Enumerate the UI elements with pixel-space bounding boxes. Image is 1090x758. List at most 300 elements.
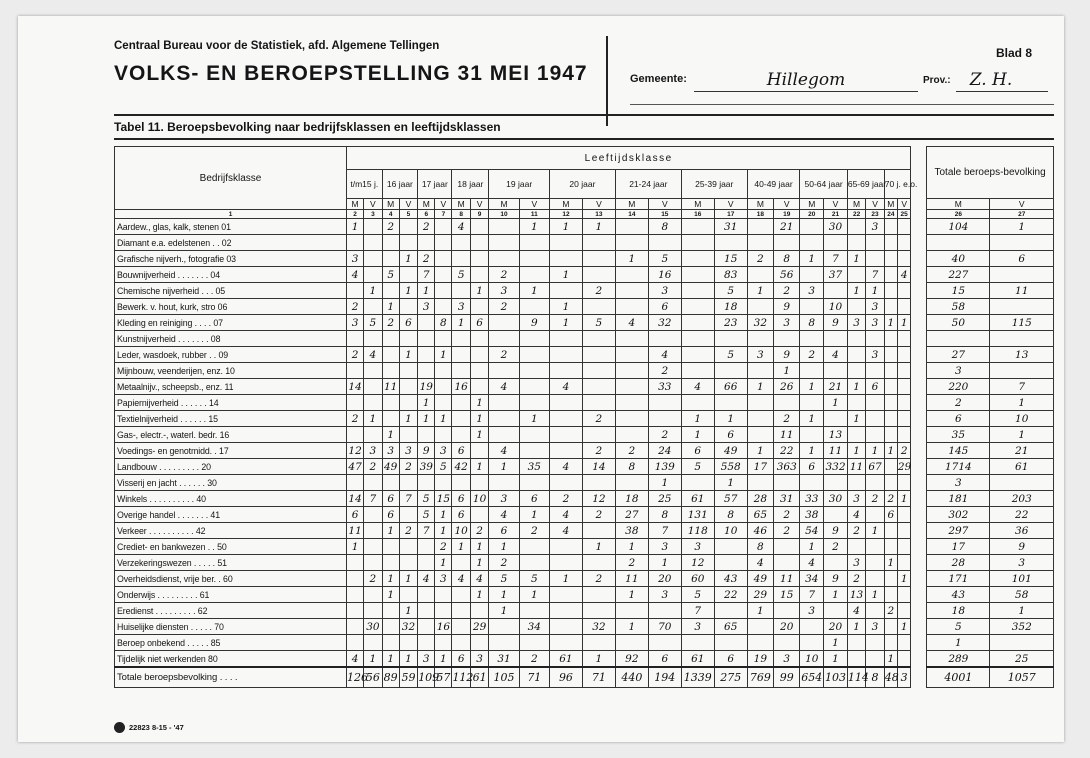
data-cell[interactable]: 6 — [452, 491, 470, 507]
data-cell[interactable]: 9 — [824, 315, 848, 331]
data-cell[interactable] — [847, 395, 865, 411]
data-cell[interactable]: 3 — [435, 571, 452, 587]
data-cell[interactable]: 1 — [897, 491, 910, 507]
data-cell[interactable]: 6 — [990, 251, 1054, 267]
data-cell[interactable]: 1 — [884, 555, 897, 571]
data-cell[interactable] — [347, 475, 364, 491]
data-cell[interactable]: 25 — [648, 491, 681, 507]
data-cell[interactable]: 1 — [897, 619, 910, 635]
data-cell[interactable]: 1 — [470, 395, 488, 411]
data-cell[interactable] — [615, 379, 648, 395]
data-cell[interactable] — [897, 235, 910, 251]
data-cell[interactable]: 2 — [774, 507, 800, 523]
data-cell[interactable]: 2 — [489, 267, 519, 283]
data-cell[interactable]: 3 — [747, 347, 773, 363]
data-cell[interactable] — [824, 507, 848, 523]
data-cell[interactable] — [582, 363, 615, 379]
data-cell[interactable] — [452, 411, 470, 427]
data-cell[interactable] — [364, 331, 382, 347]
data-cell[interactable] — [681, 267, 714, 283]
data-cell[interactable]: 1 — [714, 475, 747, 491]
data-cell[interactable] — [519, 235, 549, 251]
data-cell[interactable] — [800, 219, 824, 235]
data-cell[interactable]: 49 — [714, 443, 747, 459]
data-cell[interactable]: 29 — [470, 619, 488, 635]
data-cell[interactable]: 92 — [615, 651, 648, 668]
data-cell[interactable]: 5 — [681, 587, 714, 603]
data-cell[interactable] — [897, 251, 910, 267]
data-cell[interactable] — [364, 587, 382, 603]
data-cell[interactable] — [615, 363, 648, 379]
data-cell[interactable] — [774, 635, 800, 651]
data-cell[interactable]: 1 — [582, 651, 615, 668]
data-cell[interactable] — [347, 235, 364, 251]
data-cell[interactable] — [884, 267, 897, 283]
data-cell[interactable]: 6 — [382, 491, 399, 507]
data-cell[interactable]: 22 — [774, 443, 800, 459]
data-cell[interactable]: 12 — [681, 555, 714, 571]
data-cell[interactable] — [714, 555, 747, 571]
data-cell[interactable]: 1 — [884, 315, 897, 331]
data-cell[interactable] — [470, 219, 488, 235]
data-cell[interactable] — [470, 331, 488, 347]
data-cell[interactable]: 5 — [364, 315, 382, 331]
data-cell[interactable]: 56 — [364, 667, 382, 688]
data-cell[interactable] — [615, 267, 648, 283]
data-cell[interactable]: 1 — [399, 603, 417, 619]
data-cell[interactable]: 115 — [990, 315, 1054, 331]
data-cell[interactable]: 30 — [824, 491, 848, 507]
data-cell[interactable]: 96 — [549, 667, 582, 688]
data-cell[interactable]: 1 — [681, 427, 714, 443]
data-cell[interactable]: 1 — [549, 219, 582, 235]
data-cell[interactable]: 60 — [681, 571, 714, 587]
data-cell[interactable]: 3 — [847, 555, 865, 571]
data-cell[interactable]: 440 — [615, 667, 648, 688]
data-cell[interactable] — [927, 331, 990, 347]
data-cell[interactable]: 8 — [648, 507, 681, 523]
data-cell[interactable] — [399, 331, 417, 347]
data-cell[interactable]: 6 — [927, 411, 990, 427]
data-cell[interactable] — [452, 251, 470, 267]
data-cell[interactable] — [866, 331, 884, 347]
data-cell[interactable]: 2 — [824, 539, 848, 555]
data-cell[interactable]: 2 — [747, 251, 773, 267]
data-cell[interactable]: 21 — [824, 379, 848, 395]
data-cell[interactable]: 8 — [615, 459, 648, 475]
data-cell[interactable] — [452, 603, 470, 619]
data-cell[interactable] — [774, 603, 800, 619]
data-cell[interactable]: 203 — [990, 491, 1054, 507]
data-cell[interactable]: 3 — [399, 443, 417, 459]
data-cell[interactable]: 126 — [347, 667, 364, 688]
data-cell[interactable] — [489, 619, 519, 635]
data-cell[interactable]: 6 — [714, 651, 747, 668]
data-cell[interactable]: 1 — [800, 251, 824, 267]
data-cell[interactable]: 1 — [399, 651, 417, 668]
data-cell[interactable]: 22 — [990, 507, 1054, 523]
data-cell[interactable] — [549, 475, 582, 491]
data-cell[interactable] — [615, 395, 648, 411]
data-cell[interactable] — [399, 635, 417, 651]
data-cell[interactable] — [866, 427, 884, 443]
data-cell[interactable]: 27 — [615, 507, 648, 523]
data-cell[interactable] — [884, 331, 897, 347]
data-cell[interactable] — [364, 299, 382, 315]
data-cell[interactable]: 2 — [382, 315, 399, 331]
data-cell[interactable] — [681, 475, 714, 491]
data-cell[interactable] — [582, 523, 615, 539]
data-cell[interactable]: 1 — [897, 315, 910, 331]
data-cell[interactable] — [582, 395, 615, 411]
data-cell[interactable]: 2 — [418, 251, 435, 267]
data-cell[interactable] — [489, 635, 519, 651]
data-cell[interactable]: 11 — [824, 443, 848, 459]
data-cell[interactable] — [519, 427, 549, 443]
data-cell[interactable]: 2 — [382, 219, 399, 235]
data-cell[interactable]: 99 — [774, 667, 800, 688]
data-cell[interactable]: 5 — [648, 251, 681, 267]
data-cell[interactable]: 25 — [990, 651, 1054, 668]
data-cell[interactable] — [382, 555, 399, 571]
data-cell[interactable]: 3 — [452, 299, 470, 315]
data-cell[interactable]: 1 — [470, 555, 488, 571]
data-cell[interactable]: 1 — [435, 411, 452, 427]
data-cell[interactable] — [399, 363, 417, 379]
data-cell[interactable]: 5 — [582, 315, 615, 331]
data-cell[interactable] — [800, 299, 824, 315]
data-cell[interactable]: 2 — [847, 571, 865, 587]
data-cell[interactable] — [884, 539, 897, 555]
data-cell[interactable] — [382, 539, 399, 555]
data-cell[interactable] — [866, 395, 884, 411]
data-cell[interactable]: 4 — [418, 571, 435, 587]
data-cell[interactable]: 1 — [382, 587, 399, 603]
data-cell[interactable]: 1 — [824, 395, 848, 411]
data-cell[interactable]: 1 — [418, 283, 435, 299]
data-cell[interactable]: 37 — [824, 267, 848, 283]
data-cell[interactable]: 1 — [990, 427, 1054, 443]
data-cell[interactable] — [897, 523, 910, 539]
data-cell[interactable]: 1 — [800, 539, 824, 555]
data-cell[interactable] — [549, 411, 582, 427]
data-cell[interactable] — [364, 635, 382, 651]
data-cell[interactable]: 6 — [714, 427, 747, 443]
data-cell[interactable]: 227 — [927, 267, 990, 283]
data-cell[interactable]: 2 — [582, 443, 615, 459]
data-cell[interactable]: 35 — [927, 427, 990, 443]
data-cell[interactable]: 49 — [383, 460, 398, 473]
data-cell[interactable] — [452, 331, 470, 347]
data-cell[interactable]: 4 — [549, 459, 582, 475]
data-cell[interactable] — [470, 443, 488, 459]
data-cell[interactable] — [347, 571, 364, 587]
data-cell[interactable]: 1 — [347, 219, 364, 235]
data-cell[interactable] — [866, 555, 884, 571]
data-cell[interactable]: 31 — [714, 219, 747, 235]
data-cell[interactable]: 2 — [884, 491, 897, 507]
data-cell[interactable]: 1 — [747, 603, 773, 619]
data-cell[interactable]: 2 — [347, 411, 364, 427]
data-cell[interactable]: 16 — [648, 267, 681, 283]
data-cell[interactable] — [435, 267, 452, 283]
data-cell[interactable]: 8 — [714, 507, 747, 523]
data-cell[interactable] — [747, 219, 773, 235]
data-cell[interactable] — [519, 475, 549, 491]
data-cell[interactable]: 50 — [927, 315, 990, 331]
data-cell[interactable] — [774, 331, 800, 347]
data-cell[interactable]: 2 — [364, 571, 382, 587]
data-cell[interactable]: 2 — [847, 523, 865, 539]
data-cell[interactable]: 4 — [489, 379, 519, 395]
municipality-value[interactable]: Hillegom — [766, 70, 846, 90]
data-cell[interactable]: 1 — [582, 219, 615, 235]
data-cell[interactable] — [582, 427, 615, 443]
data-cell[interactable]: 61 — [549, 651, 582, 668]
data-cell[interactable] — [489, 219, 519, 235]
data-cell[interactable]: 1 — [824, 635, 848, 651]
data-cell[interactable] — [470, 267, 488, 283]
data-cell[interactable]: 2 — [774, 411, 800, 427]
data-cell[interactable] — [470, 251, 488, 267]
data-cell[interactable]: 3 — [681, 619, 714, 635]
data-cell[interactable] — [897, 331, 910, 347]
data-cell[interactable]: 11 — [383, 380, 398, 393]
data-cell[interactable]: 1 — [549, 315, 582, 331]
data-cell[interactable] — [847, 219, 865, 235]
data-cell[interactable]: 11 — [348, 524, 362, 537]
data-cell[interactable]: 105 — [489, 667, 519, 688]
data-cell[interactable] — [418, 475, 435, 491]
data-cell[interactable] — [549, 427, 582, 443]
data-cell[interactable]: 2 — [418, 219, 435, 235]
data-cell[interactable] — [747, 619, 773, 635]
data-cell[interactable] — [399, 507, 417, 523]
data-cell[interactable] — [927, 235, 990, 251]
data-cell[interactable]: 139 — [648, 459, 681, 475]
data-cell[interactable]: 4 — [470, 571, 488, 587]
data-cell[interactable]: 3 — [847, 491, 865, 507]
data-cell[interactable] — [884, 587, 897, 603]
data-cell[interactable]: 54 — [800, 523, 824, 539]
data-cell[interactable]: 3 — [774, 315, 800, 331]
data-cell[interactable]: 13 — [990, 347, 1054, 363]
data-cell[interactable]: 2 — [519, 651, 549, 668]
data-cell[interactable] — [648, 331, 681, 347]
data-cell[interactable]: 1 — [470, 587, 488, 603]
data-cell[interactable]: 1 — [549, 571, 582, 587]
data-cell[interactable]: 14 — [348, 380, 362, 393]
data-cell[interactable]: 1 — [435, 507, 452, 523]
data-cell[interactable]: 1 — [847, 283, 865, 299]
data-cell[interactable] — [382, 395, 399, 411]
data-cell[interactable] — [884, 299, 897, 315]
data-cell[interactable]: 3 — [927, 363, 990, 379]
data-cell[interactable] — [399, 555, 417, 571]
data-cell[interactable] — [582, 379, 615, 395]
data-cell[interactable]: 3 — [489, 491, 519, 507]
data-cell[interactable]: 40 — [927, 251, 990, 267]
data-cell[interactable]: 4 — [347, 267, 364, 283]
data-cell[interactable] — [800, 235, 824, 251]
data-cell[interactable]: 9 — [990, 539, 1054, 555]
data-cell[interactable]: 1 — [615, 251, 648, 267]
data-cell[interactable]: 39 — [419, 460, 433, 473]
data-cell[interactable]: 2 — [774, 283, 800, 299]
data-cell[interactable]: 109 — [418, 667, 435, 688]
data-cell[interactable] — [519, 267, 549, 283]
data-cell[interactable]: 7 — [418, 267, 435, 283]
data-cell[interactable]: 20 — [824, 619, 848, 635]
data-cell[interactable]: 11 — [774, 571, 800, 587]
data-cell[interactable]: 5 — [519, 571, 549, 587]
data-cell[interactable]: 29 — [897, 460, 912, 473]
data-cell[interactable]: 1 — [470, 459, 488, 475]
data-cell[interactable] — [681, 299, 714, 315]
data-cell[interactable]: 83 — [714, 267, 747, 283]
data-cell[interactable] — [747, 331, 773, 347]
data-cell[interactable] — [884, 619, 897, 635]
data-cell[interactable] — [615, 603, 648, 619]
data-cell[interactable]: 1 — [774, 363, 800, 379]
data-cell[interactable]: 43 — [927, 587, 990, 603]
data-cell[interactable]: 31 — [774, 491, 800, 507]
province-value[interactable]: Z. H. — [969, 70, 1013, 90]
data-cell[interactable]: 3 — [470, 651, 488, 668]
data-cell[interactable]: 1 — [382, 651, 399, 668]
data-cell[interactable] — [824, 475, 848, 491]
data-cell[interactable] — [990, 363, 1054, 379]
data-cell[interactable] — [681, 331, 714, 347]
data-cell[interactable] — [884, 459, 897, 475]
data-cell[interactable] — [897, 411, 910, 427]
data-cell[interactable]: 2 — [489, 555, 519, 571]
data-cell[interactable] — [884, 411, 897, 427]
data-cell[interactable] — [519, 443, 549, 459]
data-cell[interactable]: 1 — [927, 635, 990, 651]
data-cell[interactable] — [897, 635, 910, 651]
data-cell[interactable]: 1 — [489, 603, 519, 619]
data-cell[interactable]: 58 — [990, 587, 1054, 603]
data-cell[interactable]: 10 — [714, 523, 747, 539]
data-cell[interactable]: 7 — [399, 491, 417, 507]
data-cell[interactable]: 6 — [470, 315, 488, 331]
data-cell[interactable]: 118 — [681, 523, 714, 539]
data-cell[interactable]: 9 — [774, 347, 800, 363]
data-cell[interactable] — [800, 267, 824, 283]
data-cell[interactable] — [681, 283, 714, 299]
data-cell[interactable]: 1 — [364, 651, 382, 668]
data-cell[interactable] — [418, 587, 435, 603]
data-cell[interactable]: 7 — [681, 603, 714, 619]
data-cell[interactable]: 9 — [519, 315, 549, 331]
data-cell[interactable]: 24 — [648, 443, 681, 459]
data-cell[interactable]: 6 — [648, 299, 681, 315]
data-cell[interactable] — [824, 235, 848, 251]
data-cell[interactable]: 1339 — [681, 667, 714, 688]
data-cell[interactable]: 3 — [866, 619, 884, 635]
data-cell[interactable] — [681, 235, 714, 251]
data-cell[interactable] — [418, 427, 435, 443]
data-cell[interactable]: 3 — [435, 443, 452, 459]
data-cell[interactable]: 28 — [747, 491, 773, 507]
data-cell[interactable] — [714, 363, 747, 379]
data-cell[interactable]: 33 — [648, 379, 681, 395]
data-cell[interactable] — [347, 635, 364, 651]
data-cell[interactable] — [615, 331, 648, 347]
data-cell[interactable]: 1 — [990, 219, 1054, 235]
data-cell[interactable] — [747, 427, 773, 443]
data-cell[interactable] — [382, 283, 399, 299]
data-cell[interactable]: 1 — [866, 443, 884, 459]
data-cell[interactable] — [681, 347, 714, 363]
data-cell[interactable]: 3 — [774, 651, 800, 668]
data-cell[interactable]: 2 — [549, 491, 582, 507]
data-cell[interactable] — [549, 235, 582, 251]
data-cell[interactable]: 1 — [990, 603, 1054, 619]
data-cell[interactable] — [747, 363, 773, 379]
data-cell[interactable]: 2 — [927, 395, 990, 411]
data-cell[interactable]: 1 — [399, 571, 417, 587]
data-cell[interactable]: 1 — [435, 523, 452, 539]
data-cell[interactable] — [747, 395, 773, 411]
data-cell[interactable] — [364, 523, 382, 539]
data-cell[interactable]: 15 — [927, 283, 990, 299]
data-cell[interactable]: 28 — [927, 555, 990, 571]
data-cell[interactable] — [800, 363, 824, 379]
data-cell[interactable] — [519, 379, 549, 395]
data-cell[interactable]: 34 — [800, 571, 824, 587]
data-cell[interactable] — [824, 363, 848, 379]
data-cell[interactable] — [418, 603, 435, 619]
data-cell[interactable]: 31 — [489, 651, 519, 668]
data-cell[interactable]: 1 — [519, 411, 549, 427]
data-cell[interactable]: 1 — [364, 411, 382, 427]
data-cell[interactable]: 1 — [399, 411, 417, 427]
data-cell[interactable] — [615, 235, 648, 251]
data-cell[interactable]: 558 — [714, 459, 747, 475]
data-cell[interactable] — [364, 267, 382, 283]
data-cell[interactable] — [847, 651, 865, 668]
data-cell[interactable]: 1 — [382, 523, 399, 539]
data-cell[interactable] — [399, 299, 417, 315]
data-cell[interactable]: 4 — [549, 379, 582, 395]
data-cell[interactable]: 3 — [897, 667, 910, 688]
data-cell[interactable]: 1 — [615, 539, 648, 555]
data-cell[interactable] — [800, 331, 824, 347]
data-cell[interactable] — [866, 251, 884, 267]
data-cell[interactable] — [866, 635, 884, 651]
data-cell[interactable]: 275 — [714, 667, 747, 688]
data-cell[interactable]: 2 — [470, 523, 488, 539]
data-cell[interactable]: 6 — [489, 523, 519, 539]
data-cell[interactable] — [897, 395, 910, 411]
data-cell[interactable] — [364, 427, 382, 443]
data-cell[interactable] — [615, 299, 648, 315]
data-cell[interactable] — [347, 395, 364, 411]
data-cell[interactable] — [452, 395, 470, 411]
data-cell[interactable] — [884, 395, 897, 411]
data-cell[interactable] — [824, 411, 848, 427]
data-cell[interactable] — [747, 267, 773, 283]
data-cell[interactable] — [470, 299, 488, 315]
data-cell[interactable] — [774, 235, 800, 251]
data-cell[interactable] — [489, 331, 519, 347]
data-cell[interactable] — [648, 395, 681, 411]
data-cell[interactable] — [866, 539, 884, 555]
data-cell[interactable] — [681, 395, 714, 411]
data-cell[interactable] — [435, 427, 452, 443]
